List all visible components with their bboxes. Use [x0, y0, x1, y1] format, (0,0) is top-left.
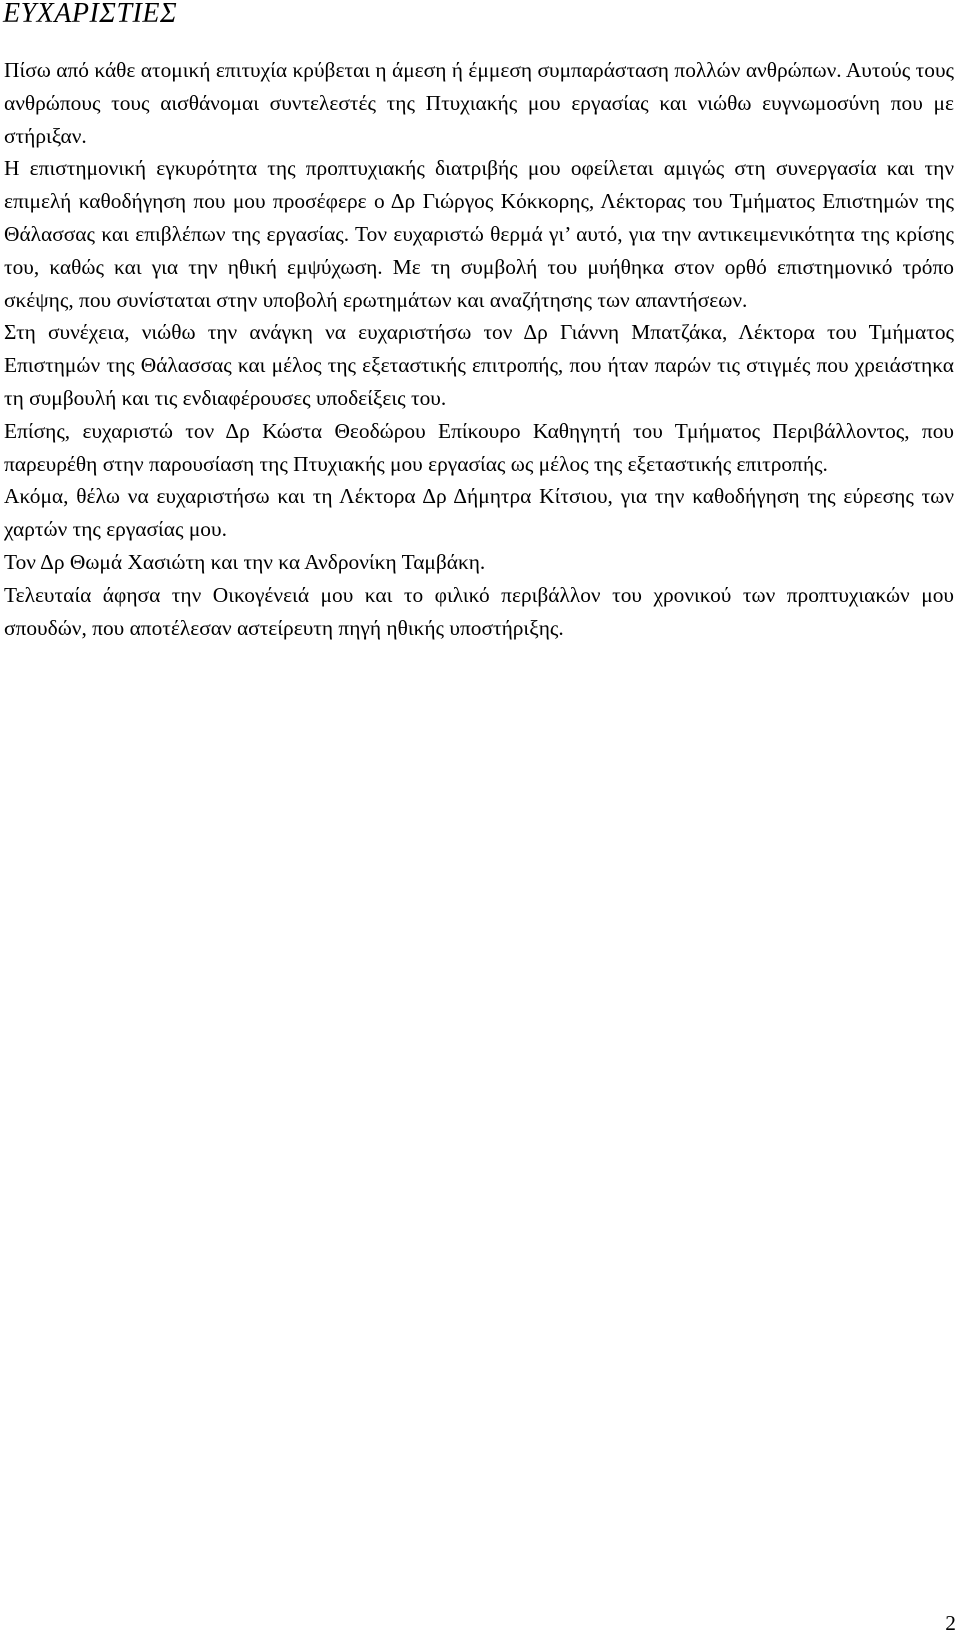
- paragraph-family: Τελευταία άφησα την Οικογένειά μου και το φιλικό περιβάλλον του χρονικού των προπτυχιακών μου σπουδών, που αποτέλεσαν αστείρευτη πηγή ηθικής υποστήριξης.: [4, 582, 954, 640]
- page-title: ΕΥΧΑΡΙΣΤΙΕΣ: [3, 0, 178, 29]
- paragraph-additional-thanks: Τον Δρ Θωμά Χασιώτη και την κα Ανδρονίκη Ταμβάκη.: [4, 549, 486, 574]
- acknowledgements-body: [4, 54, 954, 644]
- page-number: 2: [945, 1611, 956, 1635]
- paragraph-assistant-professor: Επίσης, ευχαριστώ τον Δρ Κώστα Θεοδώρου Επίκουρο Καθηγητή του Τμήματος Περιβάλλοντος, που παρευρέθη στην παρουσίαση της Πτυχιακής μου εργασίας ως μέλος της εξεταστικής επιτροπής.: [4, 418, 954, 476]
- paragraph-intro: Πίσω από κάθε ατομική επιτυχία κρύβεται η άμεση ή έμμεση συμπαράσταση πολλών ανθρώπων. Αυτούς τους ανθρώπους τους αισθάνομαι συντελεστές της Πτυχιακής μου εργασίας και νιώθω ευγνωμοσύνη που με στήριξαν.: [4, 58, 954, 148]
- paragraph-committee-member: Στη συνέχεια, νιώθω την ανάγκη να ευχαριστήσω τον Δρ Γιάννη Μπατζάκα, Λέκτορα του Τμήματος Επιστημών της Θάλασσας και μέλος της εξεταστικής επιτροπής, που ήταν παρών τις στιγμές που χρειάστηκα τη συμβουλή και τις ενδιαφέρουσες υποδείξεις του.: [4, 320, 954, 410]
- paragraph-supervisor: Η επιστημονική εγκυρότητα της προπτυχιακής διατριβής μου οφείλεται αμιγώς στη συνεργασία και την επιμελή καθοδήγηση που μου προσέφερε ο Δρ Γιώργος Κόκκορης, Λέκτορας του Τμήματος Επιστημών της Θάλασσας και επιβλέπων της εργασίας. Τον ευχαριστώ θερμά γι’ αυτό, για την αντικειμενικότητα της κρίσης του, καθώς και για την ηθική εμψύχωση. Με τη συμβολή του μυήθηκα στον ορθό επιστημονικό τρόπο σκέψης, που συνίσταται στην υποβολή ερωτημάτων και αναζήτησης των απαντήσεων.: [4, 156, 954, 312]
- paragraph-maps-guidance: Ακόμα, θέλω να ευχαριστήσω και τη Λέκτορα Δρ Δήμητρα Κίτσιου, για την καθοδήγηση της εύρεσης των χαρτών της εργασίας μου.: [4, 484, 954, 542]
